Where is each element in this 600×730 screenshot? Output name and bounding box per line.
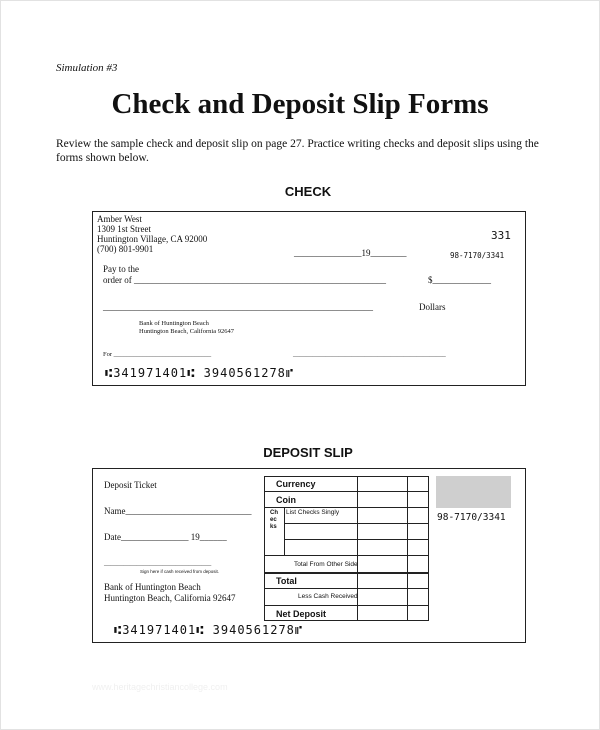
page-title: Check and Deposit Slip Forms	[111, 88, 489, 120]
payee-field[interactable]: order of ________________________________________________________	[103, 275, 386, 285]
deposit-micr-line: ⑆341971401⑆ 3940561278⑈	[114, 623, 304, 637]
check-routing-fraction: 98-7170/3341	[450, 251, 505, 260]
grid-line	[264, 476, 265, 621]
payer-phone: (700) 801-9901	[97, 244, 154, 254]
total-label: Total	[276, 576, 297, 586]
currency-label: Currency	[276, 479, 316, 489]
grid-line	[428, 476, 429, 621]
deposit-bank-city: Huntington Beach, California 92647	[104, 593, 236, 603]
pay-to-label: Pay to the	[103, 264, 139, 274]
simulation-label: Simulation #3	[56, 62, 118, 74]
total-other-side-label: Total From Other Side	[294, 561, 358, 568]
shaded-box	[436, 476, 511, 508]
payer-street: 1309 1st Street	[97, 224, 151, 234]
grid-line	[264, 620, 429, 621]
watermark: www.heritagechristiancollege.com	[92, 682, 228, 692]
grid-line	[264, 476, 429, 477]
grid-line	[284, 507, 285, 555]
deposit-date-field[interactable]: Date_______________ 19______	[104, 532, 227, 542]
grid-line	[264, 491, 429, 492]
check-number: 331	[491, 229, 511, 242]
grid-line	[264, 588, 429, 589]
grid-line	[407, 476, 408, 621]
memo-field[interactable]: For ______________________________	[103, 351, 212, 358]
check-bank-city: Huntington Beach, California 92647	[139, 328, 234, 335]
deposit-bank-name: Bank of Huntington Beach	[104, 582, 201, 592]
signature-field[interactable]: _______________________________________________	[293, 351, 446, 358]
written-amount-field[interactable]: ____________________________________________________________	[103, 302, 373, 312]
check-bank-name: Bank of Huntington Beach	[139, 320, 209, 327]
deposit-sign-field[interactable]: _________________________________	[104, 560, 212, 567]
list-checks-label: List Checks Singly	[286, 509, 340, 516]
check-micr-line: ⑆341971401⑆ 3940561278⑈	[105, 366, 295, 380]
less-cash-label: Less Cash Received	[298, 593, 358, 600]
deposit-name-field[interactable]: Name____________________________	[104, 506, 252, 516]
deposit-ticket-label: Deposit Ticket	[104, 480, 157, 490]
payer-name: Amber West	[97, 214, 142, 224]
checks-vertical-label: Checks	[270, 510, 278, 530]
deposit-amount-grid	[264, 476, 429, 621]
coin-label: Coin	[276, 495, 296, 505]
check-heading: CHECK	[284, 184, 332, 199]
deposit-routing-fraction: 98-7170/3341	[437, 512, 506, 523]
dollars-label: Dollars	[419, 302, 446, 312]
amount-field[interactable]: $_____________	[428, 275, 491, 285]
net-deposit-label: Net Deposit	[276, 609, 327, 619]
grid-line	[264, 572, 429, 574]
grid-line	[264, 555, 429, 556]
deposit-heading: DEPOSIT SLIP	[263, 445, 353, 460]
check-date-field[interactable]: _______________19________	[294, 248, 407, 258]
grid-line	[264, 507, 429, 508]
payer-city: Huntington Village, CA 92000	[97, 234, 208, 244]
intro-paragraph: Review the sample check and deposit slip on page 27. Practice writing checks and deposit slips using the forms shown below.	[56, 138, 539, 164]
grid-line	[264, 605, 429, 606]
deposit-sign-note: Sign here if cash received from deposit.	[140, 569, 220, 574]
